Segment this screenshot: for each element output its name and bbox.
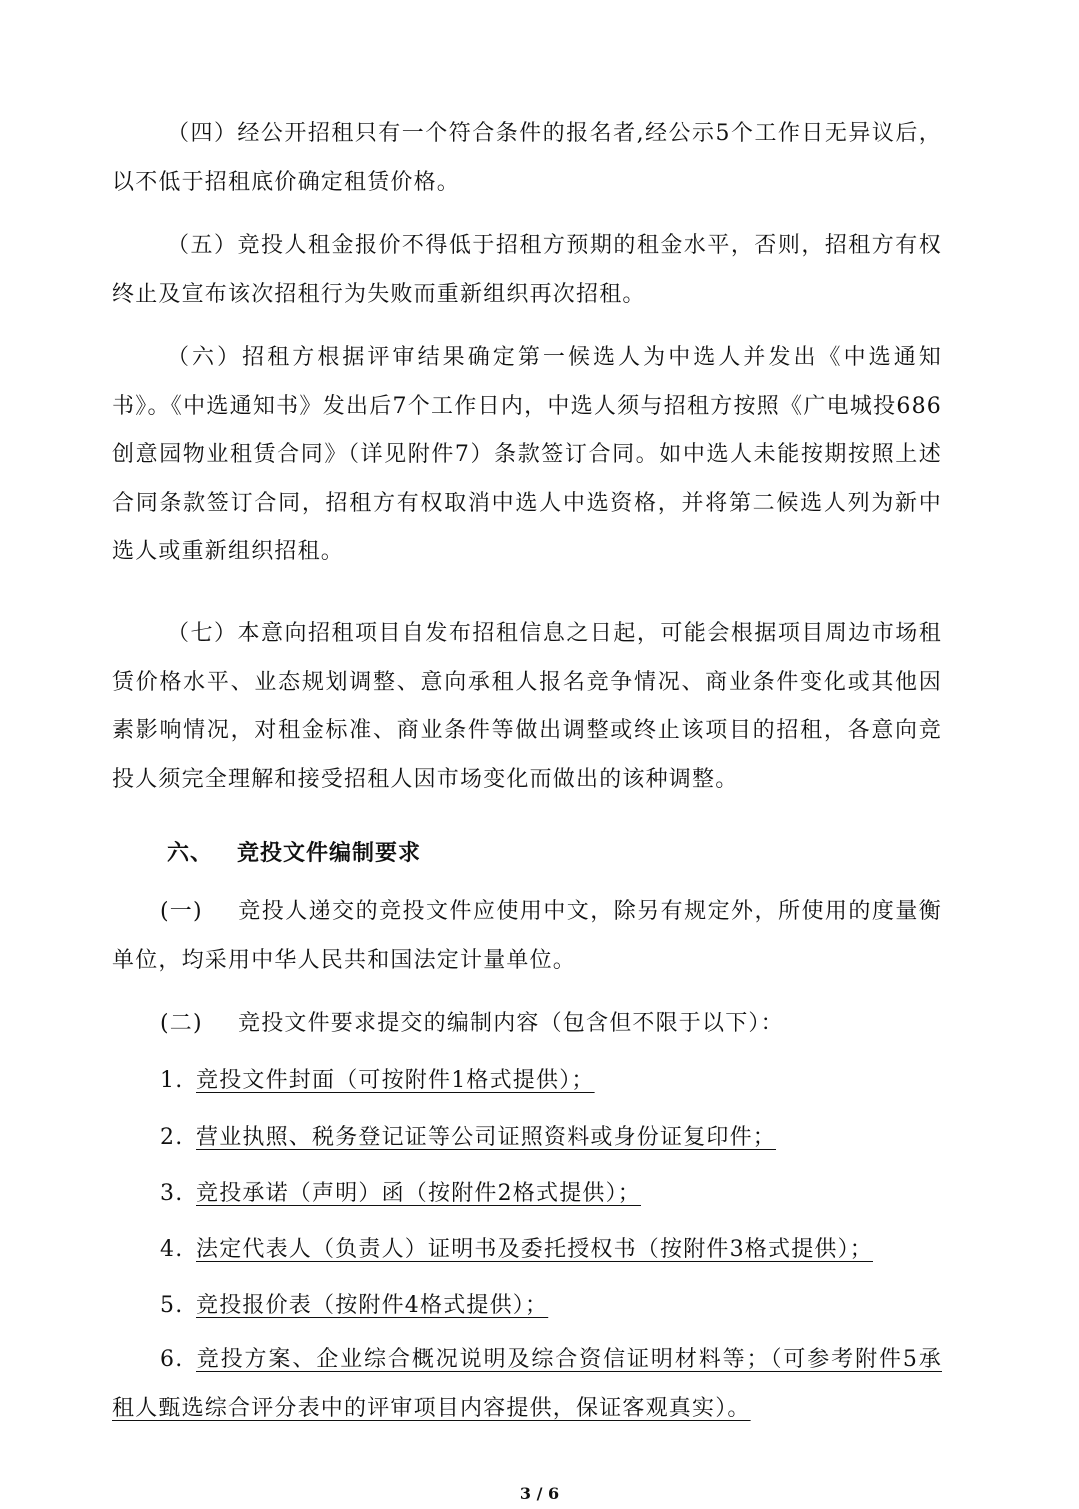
list-item-number: 5. xyxy=(160,1293,184,1318)
list-item-text: 竞投报价表（按附件4格式提供）； xyxy=(196,1293,549,1318)
list-item-number: 2. xyxy=(160,1125,184,1150)
list-item-number: 6. xyxy=(160,1347,184,1372)
paragraph-4: （四）经公开招租只有一个符合条件的报名者,经公示5个工作日无异议后，以不低于招租底价确定租赁价格。 xyxy=(112,121,942,195)
subsection-1-number: (一) xyxy=(160,899,203,924)
list-item-number: 3. xyxy=(160,1181,184,1206)
list-item-text: 竞投文件封面（可按附件1格式提供）； xyxy=(196,1068,595,1093)
section-number: 六、 xyxy=(167,841,214,866)
subsection-2 xyxy=(160,1000,784,1048)
list-item-number: 4. xyxy=(160,1237,184,1262)
list-item-text: 营业执照、税务登记证等公司证照资料或身份证复印件； xyxy=(196,1125,777,1150)
list-item xyxy=(160,1282,548,1330)
list-item-text: 法定代表人（负责人）证明书及委托授权书（按附件3格式提供）； xyxy=(196,1237,873,1262)
subsection-2-text: 竞投文件要求提交的编制内容（包含但不限于以下）： xyxy=(238,1011,784,1036)
paragraph-5: （五）竞投人租金报价不得低于招租方预期的租金水平，否则，招租方有权终止及宣布该次招租行为失败而重新组织再次招租。 xyxy=(112,233,942,307)
list-item-text: 竞投方案、企业综合概况说明及综合资信证明材料等；（可参考附件5承租人甄选综合评分表中的评审项目内容提供，保证客观真实）。 xyxy=(112,1347,942,1421)
list-item-number: 1. xyxy=(160,1068,184,1093)
list-item xyxy=(160,1114,776,1162)
page-number: 3 / 6 xyxy=(519,1484,560,1503)
subsection-1-text: 竞投人递交的竞投文件应使用中文，除另有规定外，所使用的度量衡单位，均采用中华人民共和国法定计量单位。 xyxy=(112,899,942,973)
section-heading xyxy=(167,830,421,878)
paragraph-6: （六）招租方根据评审结果确定第一候选人为中选人并发出《中选通知书》。《中选通知书》发出后7个工作日内，中选人须与招租方按照《广电城投686创意园物业租赁合同》（详见附件7）条款签订合同。如中选人未能按期按照上述合同条款签订合同，招租方有权取消中选人中选资格，并将第二候选人列为新中选人或重新组织招租。 xyxy=(112,345,942,564)
subsection-1 xyxy=(112,888,942,985)
list-item xyxy=(160,1226,873,1274)
paragraph-7: （七）本意向招租项目自发布招租信息之日起，可能会根据项目周边市场租赁价格水平、业态规划调整、意向承租人报名竞争情况、商业条件变化或其他因素影响情况，对租金标准、商业条件等做出调整或终止该项目的招租，各意向竞投人须完全理解和接受招租人因市场变化而做出的该种调整。 xyxy=(112,621,942,792)
subsection-2-number: (二) xyxy=(160,1011,203,1036)
list-item xyxy=(112,1336,942,1433)
list-item xyxy=(160,1057,595,1105)
list-item xyxy=(160,1170,641,1218)
section-title: 竞投文件编制要求 xyxy=(237,841,422,866)
list-item-text: 竞投承诺（声明）函（按附件2格式提供）； xyxy=(196,1181,641,1206)
